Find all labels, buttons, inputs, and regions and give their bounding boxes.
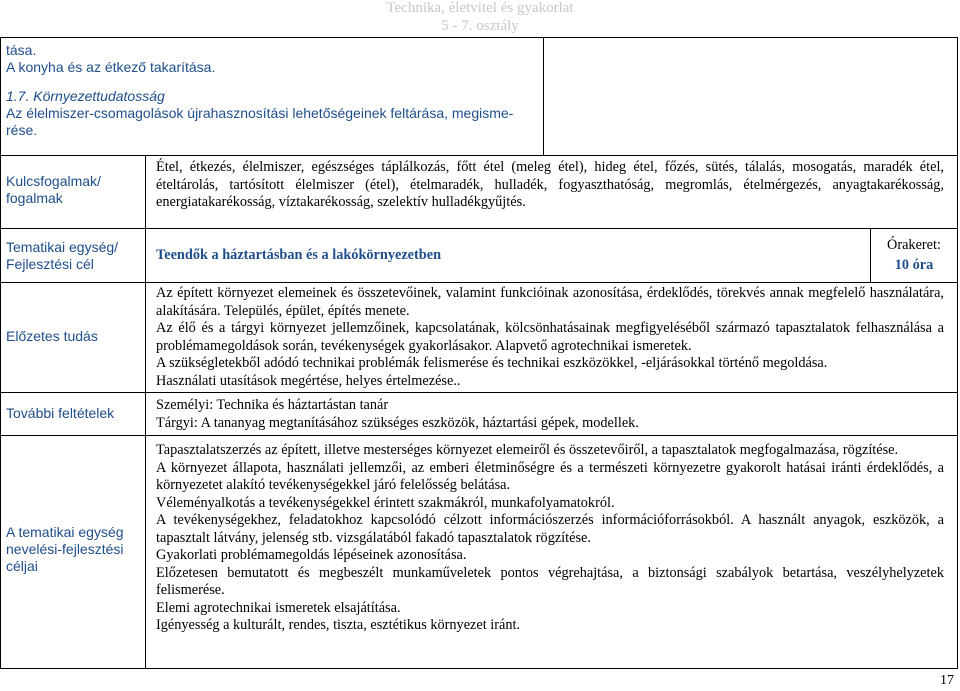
prior-paragraph: Az épített környezet elemeinek és összetevőinek, valamint funkcióinak azonosítása, érdeklődés, törekvés annak megfelelő használatára, alakítására. Település, épület, építés menete. <box>156 285 944 319</box>
intro-line-1: tása. <box>6 42 37 58</box>
topic-title: Teendők a háztartásban és a lakókörnyezetben <box>156 247 442 263</box>
goals-paragraph: A környezet állapota, használati jellemzői, az emberi életminőségre és a természeti környezetre gyakorolt hatásai iránti érdeklődés, a környezetet alakító tevékenységekkel járó felelősség belátása. <box>156 459 944 493</box>
table-border-left <box>0 37 1 669</box>
conditions-material: Tárgyi: A tananyag megtanításához szükséges eszközök, háztartási gépek, modellek. <box>156 415 639 431</box>
goals-paragraph: Véleményalkotás a tevékenységekkel érintett szakmákról, munkafolyamatokról. <box>156 494 615 511</box>
section-title: 1.7. Környezettudatosság <box>6 88 165 104</box>
goals-paragraph: Gyakorlati problémamegoldás lépéseinek azonosítása. <box>156 547 467 563</box>
conditions-label: További feltételek <box>6 405 115 421</box>
intro-cell <box>6 42 536 139</box>
section-description: Az élelmiszer-csomagolások újrahasznosítási lehetőségeinek feltárása, megisme- <box>6 105 514 121</box>
table-row-divider-3 <box>0 282 958 283</box>
running-header-grade: 5 - 7. osztály <box>441 18 519 34</box>
table-row-divider-1 <box>0 155 958 156</box>
goals-paragraph: Előzetesen bemutatott és megbeszélt munkaműveletek pontos végrehajtása, a biztonsági szabályok betartása, veszélyhelyzetek felismerése. <box>156 564 944 598</box>
table-divider-top-right <box>543 37 544 155</box>
prior-knowledge-label: Előzetes tudás <box>6 328 98 344</box>
section-description-end: rése. <box>6 122 38 138</box>
curriculum-table <box>0 37 958 669</box>
goals-label: A tematikai egység nevelési-fejlesztési céljai <box>6 524 124 574</box>
goals-paragraph: Elemi agrotechnikai ismeretek elsajátítása. <box>156 599 401 616</box>
page-number: 17 <box>940 673 954 688</box>
goals-paragraph: Tapasztalatszerzés az épített, illetve mesterséges környezet elemeiről és összetevőiről, a tapasztalatok megfogalmazása, rögzítése. <box>156 442 899 458</box>
prior-paragraph: A szükségletekből adódó technikai problémák felismerése és technikai eszközökkel, -eljárásokkal történő megoldása. <box>156 355 828 371</box>
goals-paragraph: Igényesség a kulturált, rendes, tiszta, esztétikus környezet iránt. <box>156 617 521 633</box>
topic-label: Tematikai egység/ Fejlesztési cél <box>6 239 119 272</box>
running-header-title: Technika, életvitel és gyakorlat <box>386 0 574 16</box>
table-column-divider <box>145 155 146 669</box>
goals-text <box>156 442 944 635</box>
table-row-divider-4 <box>0 392 958 393</box>
table-border-top <box>0 37 958 38</box>
table-row-divider-2 <box>0 228 958 229</box>
goals-paragraph: A tevékenységekhez, feladatokhoz kapcsolódó célzott információszerzés információforrásokból. A használt anyagok, eszközök, a tapasztalt látvány, jelenség stb. vizsgálatából fakadó tapasztalatok rögzítése. <box>156 512 944 546</box>
hours-label: Órakeret: <box>887 237 941 253</box>
conditions-personal: Személyi: Technika és háztartástan tanár <box>156 397 389 413</box>
prior-knowledge-text <box>156 285 944 390</box>
intro-line-2: A konyha és az étkező takarítása. <box>6 59 216 75</box>
prior-paragraph: Használati utasítások megértése, helyes értelmezése.. <box>156 372 461 389</box>
keywords-text: Étel, étkezés, élelmiszer, egészséges táplálkozás, főtt étel (meleg étel), hideg étel, főzés, sütés, tálalás, mosogatás, maradék étel, ételtárolás, tartósított élelmiszer (étel), ételmaradék, hulladék, fogyaszthatóság, megromlás, ételmérgezés, anyagtakarékosság, energiatakarékosság, víztakarékosság, szelektív hulladékgyűjtés. <box>156 159 944 210</box>
table-border-right <box>957 37 958 669</box>
keywords-label: Kulcsfogalmak/ fogalmak <box>6 173 101 206</box>
table-row-divider-5 <box>0 435 958 436</box>
table-border-bottom <box>0 668 958 669</box>
hours-value: 10 óra <box>894 257 934 273</box>
prior-paragraph: Az élő és a tárgyi környezet jellemzőinek, kapcsolatának, kölcsönhatásainak megfigyeléséből származó tapasztalatok felhasználása a problémamegoldások során, tevékenységek gyakorlásakor. Alapvető agrotechnikai ismeretek. <box>156 320 944 354</box>
